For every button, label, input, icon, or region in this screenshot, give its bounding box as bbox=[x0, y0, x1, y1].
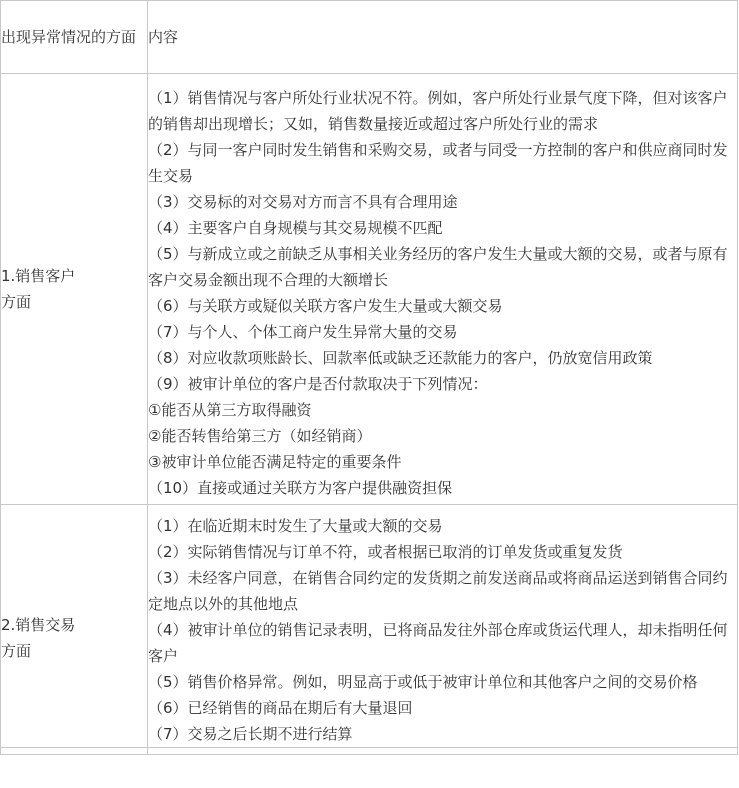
content-cell bbox=[148, 505, 738, 748]
aspect-line: 2.销售交易 bbox=[1, 616, 76, 634]
content-list bbox=[148, 77, 737, 501]
content-item: （2）与同一客户同时发生销售和采购交易，或者与同受一方控制的客户和供应商同时发生交易 bbox=[148, 141, 728, 185]
content-item: （1）在临近期末时发生了大量或大额的交易 bbox=[148, 517, 443, 535]
content-subitem: ③被审计单位能否满足特定的重要条件 bbox=[148, 453, 402, 471]
content-item: （9）被审计单位的客户是否付款取决于下列情况： bbox=[148, 375, 488, 393]
content-item: （10）直接或通过关联方为客户提供融资担保 bbox=[148, 479, 453, 497]
content-item: （2）实际销售情况与订单不符，或者根据已取消的订单发货或重复发货 bbox=[148, 543, 623, 561]
section-row-sales-customer bbox=[1, 74, 738, 505]
continuation-cell bbox=[1, 748, 148, 755]
aspect-cell bbox=[1, 505, 148, 748]
aspect-cell bbox=[1, 74, 148, 505]
header-row bbox=[1, 1, 738, 74]
content-item: （5）与新成立或之前缺乏从事相关业务经历的客户发生大量或大额的交易，或者与原有客户交易金额出现不合理的大额增长 bbox=[148, 245, 728, 289]
content-subitem: ①能否从第三方取得融资 bbox=[148, 401, 312, 419]
aspect-line: 方面 bbox=[1, 642, 32, 660]
content-item: （6）已经销售的商品在期后有大量退回 bbox=[148, 699, 413, 717]
content-item: （1）销售情况与客户所处行业状况不符。例如，客户所处行业景气度下降，但对该客户的销售却出现增长；又如，销售数量接近或超过客户所处行业的需求 bbox=[148, 89, 728, 133]
content-item: （4）被审计单位的销售记录表明，已将商品发往外部仓库或货运代理人，却未指明任何客户 bbox=[148, 621, 728, 665]
content-subitem: ②能否转售给第三方（如经销商） bbox=[148, 427, 372, 445]
header-aspect-cell: 出现异常情况的方面 bbox=[1, 1, 148, 74]
content-item: （5）销售价格异常。例如，明显高于或低于被审计单位和其他客户之间的交易价格 bbox=[148, 673, 698, 691]
aspect-line: 方面 bbox=[1, 293, 32, 311]
continuation-cell bbox=[148, 748, 738, 755]
content-item: （7）与个人、个体工商户发生异常大量的交易 bbox=[148, 323, 458, 341]
aspect-line: 1.销售客户 bbox=[1, 267, 76, 285]
header-content-cell: 内容 bbox=[148, 1, 738, 74]
content-item: （3）未经客户同意，在销售合同约定的发货期之前发送商品或将商品运送到销售合同约定地点以外的其他地点 bbox=[148, 569, 728, 613]
aspect-label bbox=[1, 505, 147, 664]
aspect-label bbox=[1, 263, 147, 315]
content-item: （3）交易标的对交易对方而言不具有合理用途 bbox=[148, 193, 458, 211]
content-list bbox=[148, 505, 737, 747]
content-item: （6）与关联方或疑似关联方客户发生大量或大额交易 bbox=[148, 297, 503, 315]
continuation-row bbox=[1, 748, 738, 755]
content-item: （4）主要客户自身规模与其交易规模不匹配 bbox=[148, 219, 443, 237]
content-cell bbox=[148, 74, 738, 505]
section-row-sales-transaction bbox=[1, 505, 738, 748]
content-item: （8）对应收款项账龄长、回款率低或缺乏还款能力的客户，仍放宽信用政策 bbox=[148, 349, 653, 367]
content-item: （7）交易之后长期不进行结算 bbox=[148, 725, 353, 743]
